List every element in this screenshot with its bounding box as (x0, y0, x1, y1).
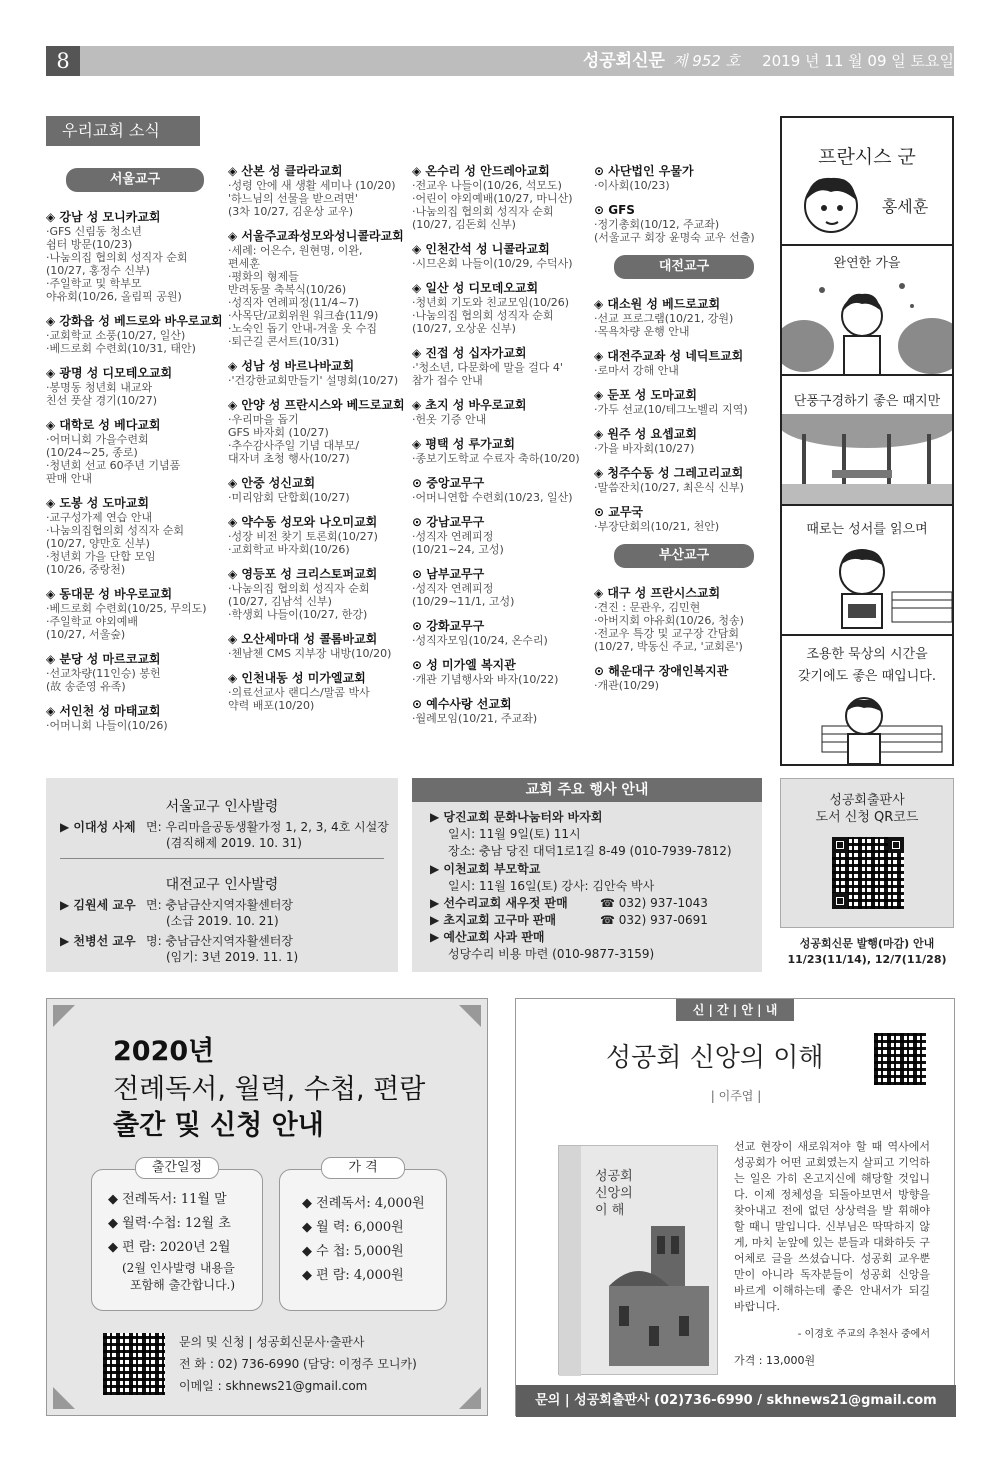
church-name: ◈ 온수리 성 안드레아교회 (412, 164, 550, 178)
cartoon-strip (780, 116, 954, 766)
book-spine (559, 1146, 581, 1376)
panel-4-caption (782, 644, 952, 688)
panel-4-caption-line2: 갖기에도 좋은 때입니다. (798, 669, 936, 684)
church-entry (594, 505, 774, 533)
book-qr-code-icon[interactable] (874, 1033, 926, 1085)
schedule-list (92, 1170, 262, 1294)
column-2 (228, 164, 410, 723)
qr-line-2: 도서 신청 QR코드 (815, 810, 919, 825)
church-name: ⊙ GFS (594, 203, 635, 217)
price-item: ◆ 편 람: 4,000원 (302, 1268, 404, 1283)
corner-decoration (459, 1005, 481, 1027)
church-news: ·교구성가제 연습 안내 ·나눔의집협의회 성직자 순회 (10/27, 양만호 신부) ·청년회 가을 단합 모임 (10/26, 중랑천) (46, 511, 185, 576)
church-entry (46, 418, 224, 485)
church-news: ·'건강한교회만들기' 설명회(10/27) (228, 374, 399, 387)
column-4 (594, 164, 774, 703)
contact-heading: 문의 및 신청 | 성공회신문사·출판사 (179, 1335, 365, 1349)
contact-phone: 전 화 : 02) 736-6990 (담당: 이정주 모니카) (179, 1357, 417, 1371)
issue-schedule-dates: 11/23(11/14), 12/7(11/28) (787, 953, 947, 966)
church-news: ·봉명동 청년회 내교와 친선 풋살 경기(10/27) (46, 381, 158, 407)
ad-headline: 전례독서, 월력, 수첩, 편람 (113, 1074, 426, 1105)
church-news: ·가두 선교(10/테그노벨리 지역) (594, 403, 748, 416)
church-news: ·청년회 기도와 친교모임(10/26) ·나눔의집 협의회 성직자 순회 (10/27, 오상운 신부) (412, 296, 570, 335)
church-news: ·헌옷 기증 안내 (412, 413, 487, 426)
church-entry (228, 229, 410, 348)
church-name: ◈ 약수동 성모와 나오미교회 (228, 515, 378, 529)
park-scene-icon (782, 414, 952, 506)
panel-2-caption: 단풍구경하기 좋은 때지만 (793, 394, 941, 409)
church-news: ·성령 안에 새 생활 세미나 (10/20) '하느님의 선물을 받으려면' (3차 10/27, 김운상 교우) (228, 179, 396, 218)
church-name: ◈ 광명 성 디모테오교회 (46, 366, 173, 380)
church-name: ⊙ 중앙교무구 (412, 476, 485, 490)
church-news: ·성직자 연례피정 (10/21~24, 고성) (412, 530, 504, 556)
column-3 (412, 164, 592, 736)
book-recommendation: - 이경호 주교의 추천사 중에서 (797, 1329, 930, 1340)
church-name: ⊙ 강화교무구 (412, 619, 485, 633)
church-entry (412, 658, 592, 686)
church-name: ◈ 서인천 성 마태교회 (46, 704, 161, 718)
header-info (583, 46, 954, 76)
book-price: 가격 : 13,000원 (734, 1354, 816, 1367)
boy-reading-icon (782, 542, 952, 636)
ad-year: 2020년 (113, 1036, 215, 1067)
church-news: ·나눔의집 협의회 성직자 순회 (10/27, 김남석 신부) ·학생회 나들이(10/27, 한강) (228, 582, 370, 621)
event-2-title: ▶ 이천교회 부모학교 (430, 862, 541, 876)
ad-qr-code-icon[interactable] (103, 1333, 165, 1395)
personnel-name-2: ▶ 김원세 교우 (60, 898, 136, 912)
church-entry (412, 242, 592, 270)
church-name: ⊙ 강남교무구 (412, 515, 485, 529)
church-entry (46, 210, 224, 303)
church-name: ⊙ 성 미가엘 복지관 (412, 658, 516, 672)
church-entry (594, 664, 774, 692)
event-5-title: ▶ 예산교회 사과 판매 (430, 930, 545, 944)
contact-email: 이메일 : skhnews21@gmail.com (179, 1379, 368, 1393)
book-description: 선교 현장이 새로워져야 할 때 역사에서 성공회가 어떤 교회였는지 살피고 기억하는 일은 가히 온고지신에 해당할 것입니다. 이제 정체성을 되돌아보면서 방향을 찾아내고 전에 없던 상상력을 발 휘해야 할 때니 말입니다. 신부님은 딱딱하지 않게, 마치 눈앞에 있는 분들과 대화하듯 구어체로 글을 쓰셨습니다. 성공회 교우뿐만이 아니라 독자분들이 성공회 신앙을 바르게 이해하는데 좋은 안내서가 되길 바랍니다. (734, 1140, 930, 1313)
church-entry (594, 297, 774, 338)
church-name: ◈ 일산 성 디모데오교회 (412, 281, 539, 295)
event-3-phone: ☎ 032) 937-1043 (600, 896, 708, 910)
church-name: ◈ 안양 성 프란시스와 베드로교회 (228, 398, 405, 412)
book-cover-title (595, 1168, 633, 1219)
cartoon-title: 프란시스 군 (818, 146, 916, 168)
schedule-note: 포함해 출간합니다.) (130, 1278, 236, 1292)
autumn-scene-icon (782, 276, 952, 376)
church-entry (228, 671, 410, 712)
church-entry (594, 349, 774, 377)
event-3-title: ▶ 선수리교회 새우젓 판매 (430, 896, 568, 910)
church-name: ◈ 성남 성 바르나바교회 (228, 359, 355, 373)
cover-line: 신앙의 (595, 1186, 633, 1201)
new-book-tag: 신 | 간 | 안 | 내 (676, 999, 794, 1021)
liturgy-books-ad (46, 998, 488, 1416)
schedule-note: (2월 인사발령 내용을 (122, 1261, 235, 1275)
church-news: ·베드로회 수련회(10/25, 무의도) ·주일학교 야외예배 (10/27, 서울숲) (46, 602, 207, 641)
issue-date: 2019 년 11 월 09 일 토요일 (762, 52, 954, 70)
panel-4-caption-line1: 조용한 묵상의 시간을 (806, 647, 928, 662)
issue-schedule (780, 936, 954, 968)
church-name: ◈ 산본 성 클라라교회 (228, 164, 343, 178)
church-news: ·이사회(10/23) (594, 179, 670, 192)
church-name: ◈ 안중 성신교회 (228, 476, 316, 490)
cartoon-author: 홍세훈 (881, 197, 929, 216)
personnel-title-seoul: 서울교구 인사발령 (165, 799, 279, 815)
personnel-detail-2: 면: 충남금산지역자활센터장 (146, 898, 293, 912)
church-entry (46, 314, 224, 355)
church-entry (228, 359, 410, 387)
church-name: ◈ 대구 성 프란시스교회 (594, 586, 721, 600)
paper-name: 성공회신문 (582, 51, 665, 71)
church-entry (594, 466, 774, 494)
church-entry (412, 697, 592, 725)
church-entry (412, 346, 592, 387)
church-news: ·종보기도학교 수료자 축하(10/20) (412, 452, 580, 465)
event-4-phone: ☎ 032) 937-0691 (600, 913, 708, 927)
church-news: ·성직자 연례피정 (10/29~11/1, 고성) (412, 582, 515, 608)
event-5-detail: 성당수리 비용 마련 (010-9877-3159) (448, 947, 655, 961)
event-1-place: 장소: 충남 당진 대덕1로1길 8-49 (010-7939-7812) (448, 844, 732, 858)
church-entry (46, 366, 224, 407)
church-news: ·월례모임(10/21, 주교좌) (412, 712, 538, 725)
column-1 (46, 164, 224, 743)
church-news: ·미리암회 단합회(10/27) (228, 491, 350, 504)
church-news: ·로마서 강해 안내 (594, 364, 679, 377)
corner-decoration (459, 1387, 481, 1409)
church-name: ◈ 대학로 성 베다교회 (46, 418, 161, 432)
church-name: ⊙ 예수사랑 선교회 (412, 697, 512, 711)
book-author: | 이주엽 | (710, 1089, 762, 1103)
district-label-daejeon: 대전교구 (614, 255, 754, 279)
church-name: ⊙ 사단법인 우물가 (594, 164, 694, 178)
price-list (280, 1170, 446, 1288)
events-box (412, 778, 762, 972)
church-entry (412, 398, 592, 426)
church-name: ◈ 강남 성 모니카교회 (46, 210, 161, 224)
cover-line: 성공회 (595, 1169, 633, 1184)
church-entry (594, 388, 774, 416)
church-entry (412, 437, 592, 465)
church-name: ◈ 동대문 성 바우로교회 (46, 587, 173, 601)
church-name: ⊙ 교무국 (594, 505, 644, 519)
church-news: ·어머니회 가을수련회 (10/24~25, 종로) ·청년회 선교 60주년 기념품 판매 안내 (46, 433, 181, 485)
personnel-detail-1: 면: 우리마을공동생활가정 1, 2, 3, 4호 시설장 (146, 820, 389, 834)
church-entry (46, 587, 224, 641)
church-news: ·교회학교 소풍(10/27, 일산) ·베드로회 수련회(10/31, 태안) (46, 329, 196, 355)
personnel-date-2: (소급 2019. 10. 21) (166, 914, 279, 928)
church-entry (594, 164, 774, 192)
qr-corner-icon (832, 893, 848, 909)
book-title: 성공회 신앙의 이해 (606, 1043, 824, 1073)
schedule-box (91, 1169, 263, 1311)
church-news: ·말씀잔치(10/27, 최은식 신부) (594, 481, 744, 494)
personnel-title-daejeon: 대전교구 인사발령 (165, 877, 279, 893)
district-label-seoul: 서울교구 (66, 168, 204, 192)
church-news: ·선교차량(11인승) 봉헌 (故 송준영 유족) (46, 667, 161, 693)
church-entry (594, 586, 774, 653)
church-news: ·가을 바자회(10/27) (594, 442, 695, 455)
church-entry (594, 203, 774, 244)
church-entry (228, 476, 410, 504)
church-news: ·우리마을 돕기 GFS 바자회 (10/27) ·추수감사주일 기념 대부모/ 대자녀 초청 행사(10/27) (228, 413, 360, 465)
church-news: ·첸남첸 CMS 지부장 내방(10/20) (228, 647, 392, 660)
qr-line-1: 성공회출판사 (829, 793, 905, 808)
church-entry (412, 164, 592, 231)
issue-schedule-label: 성공회신문 발행(마감) 안내 (799, 937, 935, 950)
church-name: ◈ 강화읍 성 베드로와 바우로교회 (46, 314, 223, 328)
church-news: ·성직자모임(10/24, 온수리) (412, 634, 548, 647)
price-item: ◆ 월 력: 6,000원 (302, 1220, 404, 1235)
personnel-date-3: (임기: 3년 2019. 11. 1) (166, 950, 299, 964)
church-news: ·개관 기념행사와 바자(10/22) (412, 673, 559, 686)
price-item: ◆ 수 첩: 5,000원 (302, 1244, 404, 1259)
corner-decoration (53, 1005, 75, 1027)
panel-3-caption: 때로는 성서를 읽으며 (806, 522, 928, 537)
qr-corner-icon (888, 837, 904, 853)
church-entry (46, 496, 224, 576)
church-name: ◈ 평택 성 루가교회 (412, 437, 515, 451)
church-news: ·GFS 신림동 청소년 쉼터 방문(10/23) ·나눔의집 협의회 성직자 순회 (10/27, 홍정수 신부) ·주일학교 및 학부모 야유회(10/26, 올림픽 공원) (46, 225, 188, 303)
price-box (279, 1169, 447, 1311)
church-entry (228, 398, 410, 465)
event-2-time: 일시: 11월 16일(토) 강사: 김안숙 박사 (448, 879, 655, 893)
church-news: ·어머니회 나들이(10/26) (46, 719, 168, 732)
district-label-busan: 부산교구 (614, 544, 754, 568)
new-book-ad (515, 998, 955, 1416)
personnel-detail-3: 명: 충남금산지역자활센터장 (146, 934, 293, 948)
church-name: ◈ 대전주교좌 성 네딕트교회 (594, 349, 744, 363)
church-news: ·의료선교사 랜디스/말콤 박사 약력 배포(10/20) (228, 686, 370, 712)
church-news: ·전교우 나들이(10/26, 석모도) ·어린이 야외예배(10/27, 마니산) ·나눔의집 협의회 성직자 순회 (10/27, 김돈회 신부) (412, 179, 573, 231)
schedule-item: ◆ 전례독서: 11월 말 (108, 1192, 227, 1207)
schedule-item: ◆ 편 람: 2020년 2월 (108, 1240, 231, 1255)
qr-corner-icon (832, 837, 848, 853)
church-name: ◈ 영등포 성 크리스토퍼교회 (228, 567, 378, 581)
schedule-heading: 출간일정 (135, 1157, 219, 1179)
church-news: ·'청소년, 다문화에 말을 걸다 4' 참가 접수 안내 (412, 361, 563, 387)
church-name: ⊙ 해운대구 장애인복지관 (594, 664, 729, 678)
boy-meditating-icon (782, 696, 952, 764)
section-title: 우리교회 소식 (46, 116, 200, 146)
church-entry (412, 567, 592, 608)
personnel-date-1: (겸직해제 2019. 10. 31) (166, 836, 302, 850)
divider (60, 858, 384, 859)
church-name: ◈ 인천간석 성 니콜라교회 (412, 242, 550, 256)
church-name: ◈ 대소원 성 베드로교회 (594, 297, 721, 311)
personnel-name-3: ▶ 천병선 교우 (60, 934, 136, 948)
church-name: ◈ 도봉 성 도마교회 (46, 496, 149, 510)
church-entry (594, 427, 774, 455)
issue-number: 제 952 호 (672, 52, 741, 70)
church-news: ·선교 프로그램(10/21, 강원) ·목욕차량 운행 안내 (594, 312, 734, 338)
church-news: ·견진 : 문관우, 김민현 ·아버지회 야유회(10/26, 청송) ·전교우 특강 및 교구장 간담회 (10/27, 박동신 주교, '교회론') (594, 601, 744, 653)
event-4-title: ▶ 초지교회 고구마 판매 (430, 913, 557, 927)
book-contact-footer: 문의 | 성공회출판사 (02)736-6990 / skhnews21@gmail.com (516, 1385, 956, 1417)
church-entry (46, 704, 224, 732)
church-entry (412, 476, 592, 504)
event-1-title: ▶ 당진교회 문화나눔터와 바자회 (430, 810, 603, 824)
schedule-item: ◆ 월력·수첩: 12월 초 (108, 1216, 231, 1231)
personnel-box (46, 778, 398, 972)
cartoon-panel-1 (782, 246, 952, 376)
church-name: ◈ 초지 성 바우로교회 (412, 398, 527, 412)
cartoon-title-panel (782, 118, 952, 246)
church-name: ⊙ 남부교무구 (412, 567, 485, 581)
corner-decoration (53, 1387, 75, 1409)
church-news: ·개관(10/29) (594, 679, 660, 692)
boy-face-icon (798, 168, 868, 240)
event-1-time: 일시: 11월 9일(토) 11시 (448, 827, 581, 841)
cartoon-panel-3 (782, 506, 952, 636)
church-name: ◈ 둔포 성 도마교회 (594, 388, 697, 402)
church-name: ◈ 오산세마대 성 콜롬바교회 (228, 632, 378, 646)
church-entry (412, 619, 592, 647)
church-news: ·시므온회 나들이(10/29, 수덕사) (412, 257, 573, 270)
church-entry (46, 652, 224, 693)
cover-line: 이 해 (595, 1203, 625, 1218)
church-news: ·정기총회(10/12, 주교좌) (서울교구 회장 윤명숙 교우 선출) (594, 218, 755, 244)
church-name: ◈ 서울주교좌성모와성니콜라교회 (228, 229, 404, 243)
church-news: ·세례: 어은수, 원현명, 이완, 편세훈 ·평화의 형제들 반려동물 축복식(10/26) ·성직자 연례피정(11/4~7) ·사목단/교회위원 워크숍(11/9) ·노숙인 돕기 안내-겨울 옷 수집 ·퇴근길 콘서트(10/31) (228, 244, 379, 348)
church-name: ◈ 원주 성 요셉교회 (594, 427, 697, 441)
church-news: ·성장 비전 찾기 토론회(10/27) ·교회학교 바자회(10/26) (228, 530, 378, 556)
ad-subheadline: 출간 및 신청 안내 (113, 1110, 324, 1141)
church-entry (228, 515, 410, 556)
church-news: ·부장단회의(10/21, 천안) (594, 520, 720, 533)
church-entry (228, 567, 410, 621)
book-cover (558, 1145, 718, 1375)
church-news: ·어머니연합 수련회(10/23, 일산) (412, 491, 573, 504)
personnel-name-1: ▶ 이대성 사제 (60, 820, 136, 834)
price-heading: 가 격 (321, 1157, 405, 1179)
church-name: ◈ 분당 성 마르코교회 (46, 652, 161, 666)
page-number: 8 (46, 46, 80, 76)
church-name: ◈ 진접 성 십자가교회 (412, 346, 527, 360)
church-entry (228, 632, 410, 660)
cartoon-panel-4 (782, 636, 952, 764)
qr-box (780, 778, 954, 928)
events-title: 교회 주요 행사 안내 (412, 778, 762, 802)
cathedral-photo-icon (599, 1216, 715, 1366)
price-item: ◆ 전례독서: 4,000원 (302, 1196, 425, 1211)
panel-1-caption: 완연한 가을 (833, 256, 901, 271)
church-name: ◈ 인천내동 성 미가엘교회 (228, 671, 366, 685)
church-entry (412, 281, 592, 335)
cartoon-panel-2 (782, 376, 952, 506)
church-name: ◈ 청주수동 성 그레고리교회 (594, 466, 744, 480)
church-entry (228, 164, 410, 218)
church-entry (412, 515, 592, 556)
